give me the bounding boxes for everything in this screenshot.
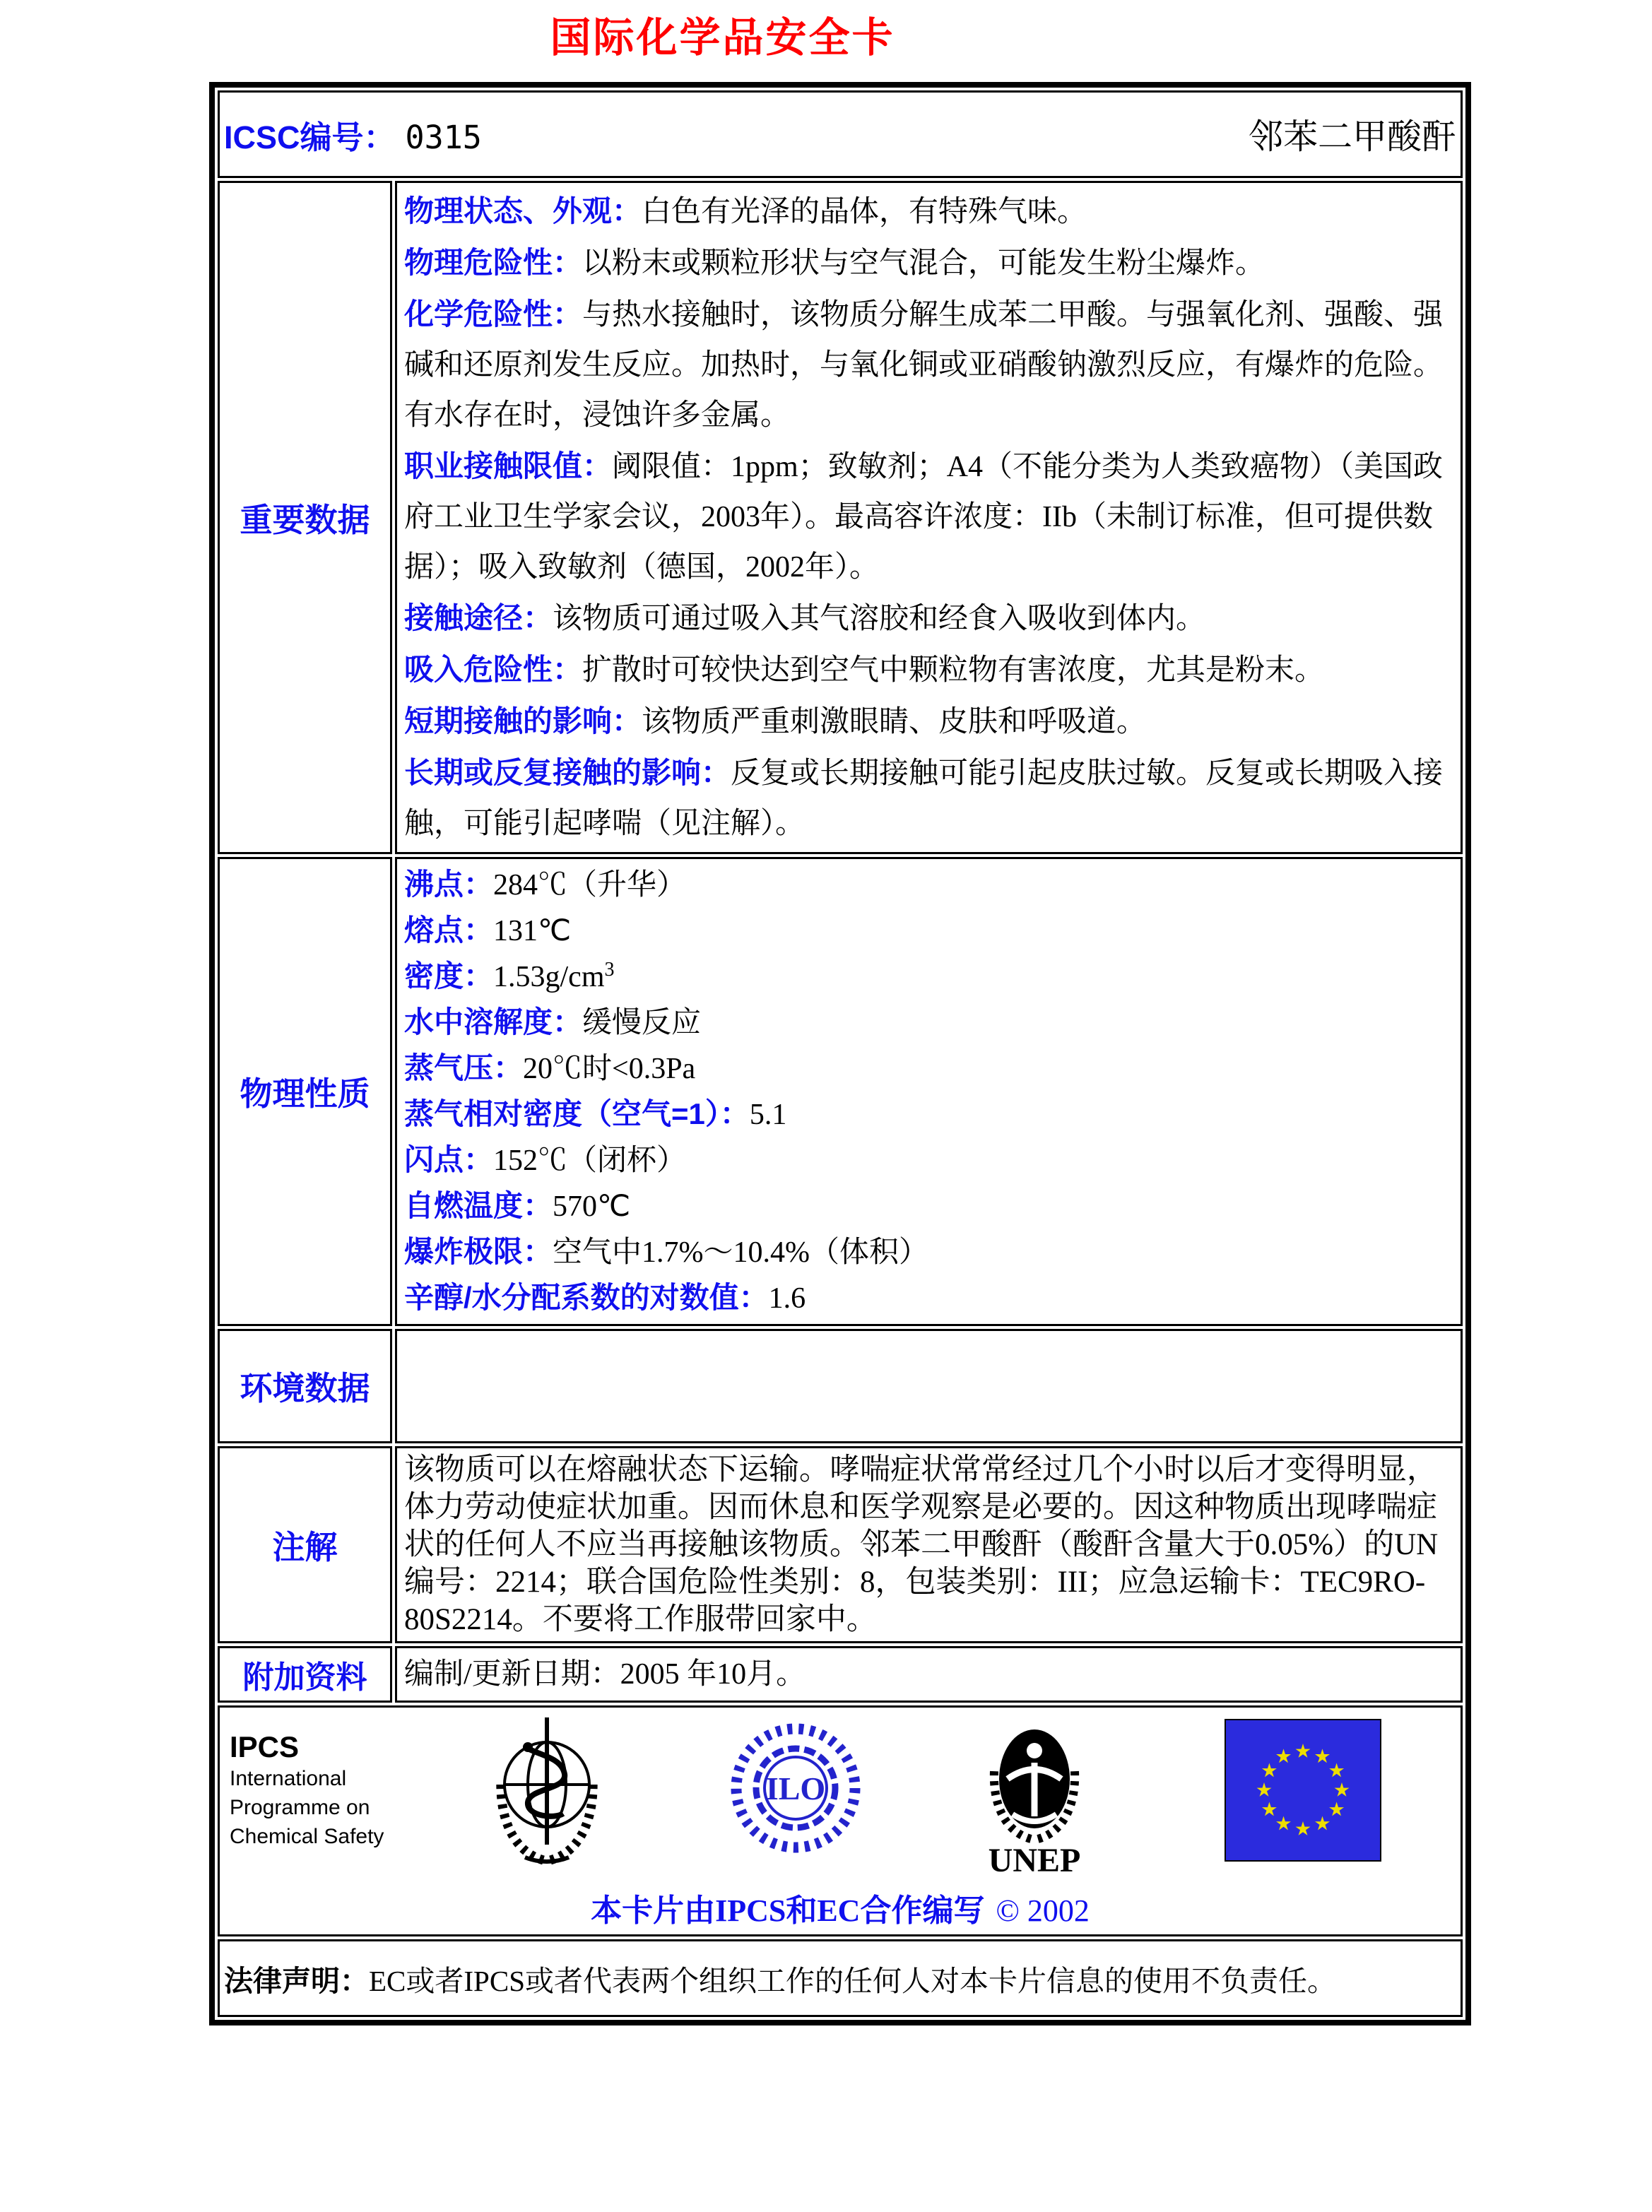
field-label: 闪点： — [404, 1143, 494, 1176]
notes-text: 该物质可以在熔融状态下运输。哮喘症状常常经过几个小时以后才变得明显，体力劳动使症状加重。因而休息和医学观察是必要的。因这种物质出现哮喘症状的任何人不应当再接触该物质。邻苯二甲酸酐（酸酐含量大于0.05%）的UN编号：2214；联合国危险性类别：8，包装类别：III；应急运输卡：TEC9RO-80S2214。不要将工作服带回家中。 — [404, 1453, 1439, 1636]
field-physical-state — [404, 186, 1455, 237]
icsc-number-label: ICSC编号： — [224, 119, 396, 155]
card-header-row — [220, 93, 1461, 176]
eu-flag — [1225, 1719, 1381, 1865]
additional-info-content — [395, 1646, 1463, 1703]
ipcs-line-3: Chemical Safety — [230, 1825, 384, 1848]
page-title: 国际化学品安全卡 — [550, 15, 895, 61]
field-short-term-effects — [404, 696, 1455, 747]
field-label: 蒸气压： — [404, 1051, 524, 1084]
logos-strip — [224, 1712, 1456, 1882]
field-value: 570℃ — [553, 1190, 631, 1223]
field-label: 物理状态、外观： — [404, 194, 642, 227]
field-vapor-relative-density — [404, 1092, 1455, 1137]
safety-card-table — [209, 82, 1471, 2025]
field-label: 辛醇/水分配系数的对数值： — [404, 1281, 769, 1314]
field-physical-danger — [404, 237, 1455, 289]
important-data-content — [395, 181, 1463, 854]
copyright-text: © 2002 — [996, 1893, 1090, 1928]
field-label: 沸点： — [404, 868, 494, 901]
credit-line — [224, 1885, 1456, 1930]
field-label: 熔点： — [404, 913, 494, 947]
ipcs-line-2: Programme on — [230, 1796, 370, 1819]
credit-text: 本卡片由IPCS和EC合作编写 — [591, 1893, 985, 1928]
ilo-logo — [730, 1712, 861, 1868]
field-value: 扩散时可较快达到空气中颗粒物有害浓度，尤其是粉末。 — [582, 654, 1325, 687]
field-value: 与热水接触时，该物质分解生成苯二甲酸。与强氧化剂、强酸、强碱和还原剂发生反应。加热时，与氧化铜或亚硝酸钠激烈反应，有爆炸的危险。有水存在时，浸蚀许多金属。 — [404, 299, 1444, 432]
field-value: 20℃时<0.3Pa — [523, 1053, 696, 1085]
field-vapor-pressure — [404, 1046, 1455, 1092]
field-value: 1.53g/cm — [493, 961, 605, 993]
field-value: 以粉末或颗粒形状与空气混合，可能发生粉尘爆炸。 — [582, 247, 1265, 280]
field-chemical-danger — [404, 289, 1455, 441]
additional-info-text: 编制/更新日期：2005 年10月。 — [404, 1658, 806, 1691]
field-explosive-limits — [404, 1229, 1455, 1275]
field-flash-point — [404, 1137, 1455, 1183]
field-label: 自燃温度： — [404, 1189, 553, 1222]
field-label: 化学危险性： — [404, 297, 583, 331]
row-label-environmental-data: 环境数据 — [218, 1329, 392, 1443]
page-header — [0, 0, 1445, 64]
field-value: 反复或长期接触可能引起皮肤过敏。反复或长期吸入接触，可能引起哮喘（见注解）。 — [404, 757, 1444, 840]
legal-notice-label: 法律声明： — [224, 1964, 369, 1997]
field-autoignition-temperature — [404, 1183, 1455, 1229]
unep-caption: UNEP — [988, 1842, 1081, 1879]
icsc-number-value: 0315 — [405, 118, 482, 156]
organizations-row — [218, 1705, 1463, 1936]
field-value: 该物质严重刺激眼睛、皮肤和呼吸道。 — [642, 706, 1147, 738]
field-value: 5.1 — [749, 1099, 787, 1131]
ipcs-text-block — [224, 1712, 442, 1851]
field-label: 长期或反复接触的影响： — [404, 756, 731, 789]
field-value: 该物质可通过吸入其气溶胶和经食入吸收到体内。 — [553, 603, 1206, 635]
field-melting-point — [404, 908, 1455, 954]
ilo-letters: ILO — [765, 1770, 826, 1806]
field-water-solubility — [404, 1000, 1455, 1046]
field-label: 职业接触限值： — [404, 449, 613, 483]
field-value: 284℃（升华） — [493, 869, 687, 901]
field-occupational-exposure-limits — [404, 441, 1455, 593]
field-value: 1.6 — [768, 1282, 806, 1315]
field-long-term-effects — [404, 747, 1455, 849]
unep-logo — [969, 1712, 1100, 1882]
field-value: 白色有光泽的晶体，有特殊气味。 — [642, 196, 1087, 228]
field-value: 152℃（闭杯） — [493, 1145, 687, 1177]
who-logo — [483, 1712, 611, 1872]
row-label-additional-info: 附加资料 — [218, 1646, 392, 1703]
field-label: 蒸气相对密度（空气=1）： — [404, 1097, 750, 1130]
field-value-superscript: 3 — [604, 959, 615, 981]
ipcs-acronym: IPCS — [230, 1730, 300, 1763]
chemical-name: 邻苯二甲酸酐 — [1248, 117, 1456, 156]
field-label: 物理危险性： — [404, 246, 583, 279]
field-label: 短期接触的影响： — [404, 704, 642, 738]
row-label-physical-properties: 物理性质 — [218, 857, 392, 1326]
field-density — [404, 954, 1455, 1000]
ipcs-line-1: International — [230, 1767, 347, 1790]
field-label: 吸入危险性： — [404, 653, 583, 686]
row-label-important-data: 重要数据 — [218, 181, 392, 854]
physical-properties-content — [395, 857, 1463, 1326]
field-inhalation-risk — [404, 644, 1455, 696]
field-label: 接触途径： — [404, 601, 553, 634]
row-label-notes: 注解 — [218, 1446, 392, 1643]
notes-content — [395, 1446, 1463, 1643]
field-value: 131℃ — [493, 915, 572, 947]
field-boiling-point — [404, 862, 1455, 908]
field-routes-of-exposure — [404, 593, 1455, 644]
field-label: 水中溶解度： — [404, 1005, 583, 1039]
field-label: 爆炸极限： — [404, 1235, 553, 1268]
icsc-number-group — [224, 112, 482, 158]
environmental-data-content — [395, 1329, 1463, 1443]
field-value: 空气中1.7%～10.4%（体积） — [553, 1236, 928, 1269]
field-value: 阈限值：1ppm；致敏剂；A4（不能分类为人类致癌物）（美国政府工业卫生学家会议，2003年）。最高容许浓度：IIb（未制订标准，但可提供数据）；吸入致敏剂（德国，2002年）。 — [404, 451, 1444, 584]
field-value: 缓慢反应 — [582, 1007, 702, 1039]
field-label: 密度： — [404, 959, 494, 993]
field-octanol-water-partition — [404, 1275, 1455, 1321]
legal-notice-row — [220, 1941, 1461, 2015]
legal-notice-text: EC或者IPCS或者代表两个组织工作的任何人对本卡片信息的使用不负责任。 — [369, 1964, 1336, 1997]
